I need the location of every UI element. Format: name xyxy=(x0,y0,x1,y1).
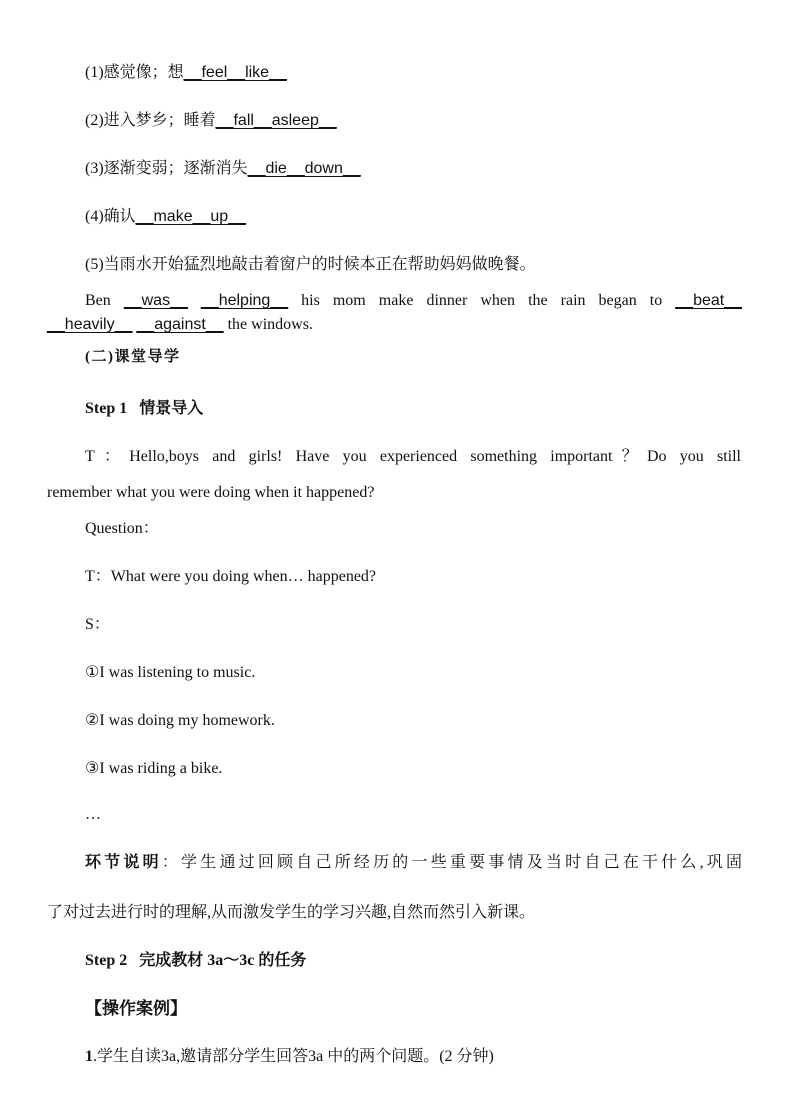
blank-heavily: __heavily__ xyxy=(47,316,133,333)
student-answer: ①I was listening to music. xyxy=(85,664,256,681)
vocab-item-2 xyxy=(85,111,337,131)
blank-was: __was__ xyxy=(123,292,188,309)
vocab-item-4 xyxy=(85,207,246,227)
sentence-line-1 xyxy=(85,291,742,311)
step-label: Step 2 xyxy=(85,952,128,969)
case-heading: 【操作案例】 xyxy=(85,999,187,1018)
teacher-question: T：What were you doing when… happened? xyxy=(85,568,377,585)
sentence-text: his mom make dinner when the rain began to xyxy=(288,292,676,309)
step-label: Step 1 xyxy=(85,400,128,417)
vocab-item-1 xyxy=(85,63,287,83)
vocab-prompt: (3)逐渐变弱；逐渐消失 xyxy=(85,160,248,177)
blank-beat: __beat__ xyxy=(675,292,743,309)
ellipsis: … xyxy=(85,806,101,823)
blank-against: __against__ xyxy=(136,316,224,333)
vocab-answer: __die__down__ xyxy=(247,160,361,177)
note-text: ：学生通过回顾自己所经历的一些重要事情及当时自己在干什么,巩固 xyxy=(161,854,742,871)
vocab-answer: __fall__asleep__ xyxy=(215,112,337,129)
vocab-prompt: (4)确认 xyxy=(85,208,136,225)
task-item-1 xyxy=(85,1047,494,1067)
note-line-1 xyxy=(85,853,742,873)
task-number: 1 xyxy=(85,1048,93,1065)
step1-heading xyxy=(85,399,203,419)
sentence-text xyxy=(188,292,201,309)
student-answer: ②I was doing my homework. xyxy=(85,712,275,729)
vocab-item-3 xyxy=(85,159,361,179)
question-label: Question： xyxy=(85,520,159,537)
vocab-prompt: (2)进入梦乡；睡着 xyxy=(85,112,216,129)
step2-heading xyxy=(85,951,306,971)
student-label: S： xyxy=(85,616,110,633)
note-label: 环节说明 xyxy=(85,854,162,871)
teacher-line-1: T：Hello,boys and girls! Have you experienced something important？Do you still xyxy=(85,448,741,465)
note-line-2: 了对过去进行时的理解,从而激发学生的学习兴趣,自然而然引入新课。 xyxy=(47,904,536,921)
teacher-line-2: remember what you were doing when it happened? xyxy=(47,484,375,501)
sentence-text: the windows. xyxy=(223,316,313,333)
student-answer: ③I was riding a bike. xyxy=(85,760,223,777)
sentence-text: Ben xyxy=(85,292,124,309)
sentence-line-2 xyxy=(47,315,313,335)
step-title: 完成教材 3a～3c 的任务 xyxy=(139,952,307,969)
vocab-answer: __make__up__ xyxy=(135,208,246,225)
vocab-prompt: (1)感觉像；想 xyxy=(85,64,184,81)
step-title: 情景导入 xyxy=(139,400,204,417)
blank-helping: __helping__ xyxy=(200,292,289,309)
sentence-prompt: (5)当雨水开始猛烈地敲击着窗户的时候本正在帮助妈妈做晚餐。 xyxy=(85,256,536,273)
vocab-answer: __feel__like__ xyxy=(183,64,287,81)
section-heading: (二)课堂导学 xyxy=(85,349,181,365)
task-text: .学生自读3a,邀请部分学生回答3a 中的两个问题。(2 分钟) xyxy=(93,1048,494,1065)
